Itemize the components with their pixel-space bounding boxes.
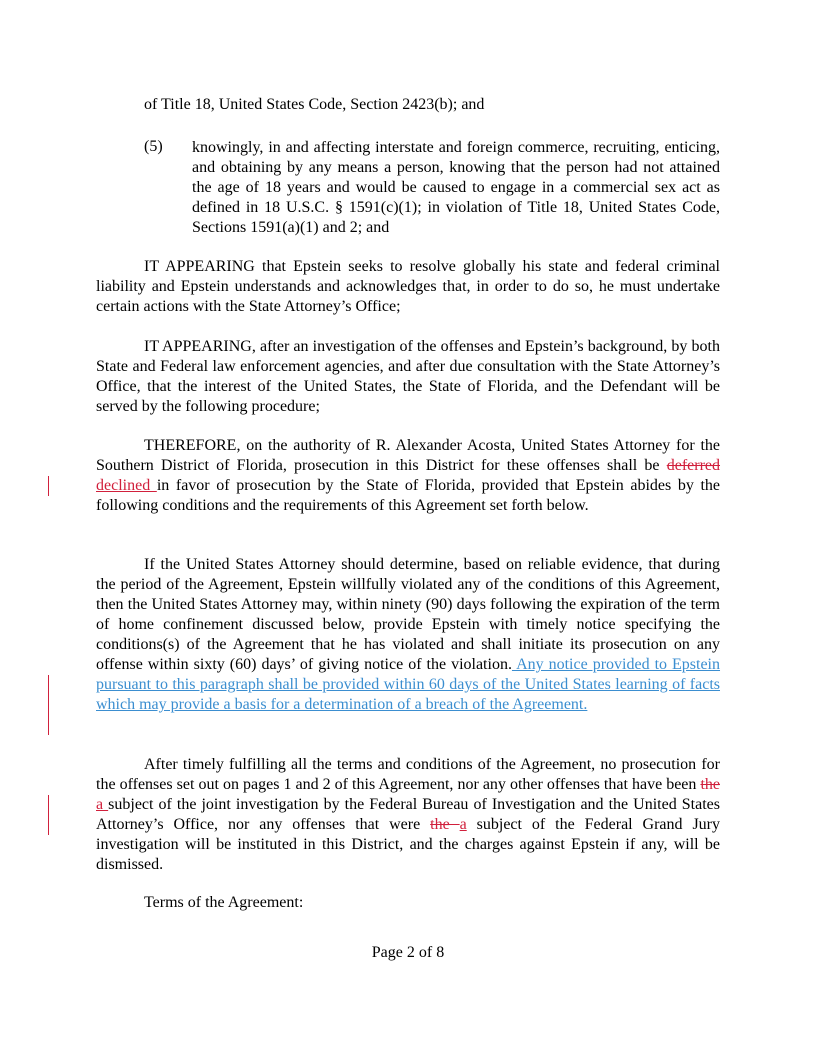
deleted-text: deferred xyxy=(666,457,721,474)
change-bar xyxy=(48,795,49,835)
paragraph-text: If the United States Attorney should determine, based on reliable evidence, that during the period of the Agreement, Epstein willfully violated any of the conditions of this Agreement, then the United States Attorney may, within ninety (90) days following the expiration of the term of home confinement discussed below, provide Epstein with timely notice specifying the conditions(s) of the Agreement that he has violated and shall initiate its prosecution on any offense within sixty (60) days’ of giving notice of the violation. xyxy=(96,556,720,673)
paragraph-text: IT APPEARING that Epstein seeks to resolve globally his state and federal criminal liability and Epstein understands and acknowledges that, in order to do so, he must undertake certain actions with the State Attorney’s Office; xyxy=(96,258,720,315)
paragraph-text: Terms of the Agreement: xyxy=(144,894,304,911)
paragraph-text: THEREFORE, on the authority of R. Alexander Acosta, United States Attorney for the Southern District of Florida, prosecution in this District for these offenses shall be xyxy=(96,437,720,474)
list-item-number: (5) xyxy=(144,138,163,155)
deleted-text: the xyxy=(700,776,720,793)
change-bar xyxy=(48,476,49,496)
inserted-text: declined xyxy=(96,477,157,494)
list-item-5 xyxy=(96,138,720,238)
paragraph-therefore xyxy=(96,436,720,516)
paragraph-after-fulfilling xyxy=(96,755,720,875)
paragraph-text: subject of the Federal Grand Jury investigation will be instituted in this District, and the charges against Epstein if any, will be dismissed. xyxy=(96,816,721,873)
continuation-line: of Title 18, United States Code, Section 2423(b); and xyxy=(144,96,485,113)
page-footer: Page 2 of 8 xyxy=(371,944,445,961)
change-bar xyxy=(48,675,49,735)
paragraph-text: in favor of prosecution by the State of Florida, provided that Epstein abides by the following conditions and the requirements of this Agreement set forth below. xyxy=(96,477,720,514)
deleted-text: the xyxy=(430,816,460,833)
inserted-text: a xyxy=(96,796,109,813)
paragraph-text: subject of the joint investigation by the Federal Bureau of Investigation and the United States Attorney’s Office, nor any offenses that were xyxy=(96,796,720,833)
paragraph-text: After timely fulfilling all the terms and conditions of the Agreement, no prosecution for the offenses set out on pages 1 and 2 of this Agreement, nor any other offenses that have been xyxy=(96,756,720,793)
paragraph-it-appearing-2 xyxy=(96,337,720,417)
inserted-text: Any notice provided to Epstein pursuant to this paragraph shall be provided within 60 days of the United States learning of facts which may provide a basis for a determination of a breach of the Agreement. xyxy=(96,656,721,713)
paragraph-text: IT APPEARING, after an investigation of the offenses and Epstein’s background, by both State and Federal law enforcement agencies, and after due consultation with the State Attorney’s Office, that the interest of the United States, the State of Florida, and the Defendant will be served by the following procedure; xyxy=(96,338,720,415)
paragraph-terms-heading xyxy=(96,893,720,913)
paragraph-violation xyxy=(96,555,720,715)
list-item-text: knowingly, in and affecting interstate and foreign commerce, recruiting, enticing, and obtaining by any means a person, knowing that the person had not attained the age of 18 years and would be caused to engage in a commercial sex act as defined in 18 U.S.C. § 1591(c)(1); in violation of Title 18, United States Code, Sections 1591(a)(1) and 2; and xyxy=(192,139,720,236)
paragraph-it-appearing-1 xyxy=(96,257,720,317)
inserted-text: a xyxy=(459,816,467,833)
